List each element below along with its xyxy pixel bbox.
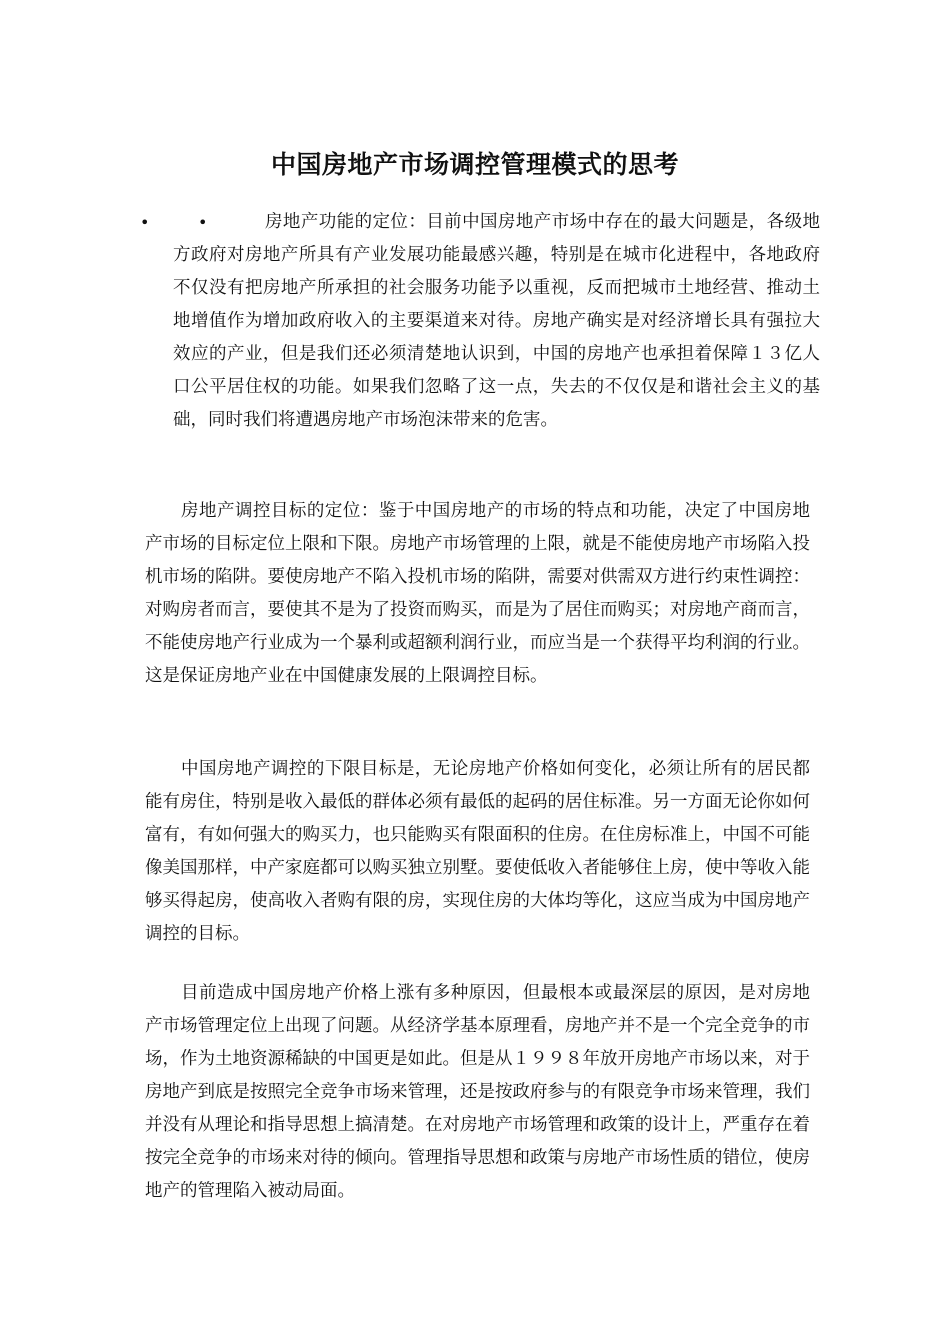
body-paragraph: 房地产调控目标的定位：鉴于中国房地产的市场的特点和功能，决定了中国房地产市场的目标定位上限和下限。房地产市场管理的上限，就是不能使房地产市场陷入投机市场的陷阱。要使房地产不陷入投机市场的陷阱，需要对供需双方进行约束性调控：对购房者而言，要使其不是为了投资而购买，而是为了居住而购买；对房地产商而言，不能使房地产行业成为一个暴利或超额利润行业，而应当是一个获得平均利润的行业。这是保证房地产业在中国健康发展的上限调控目标。: [145, 501, 810, 686]
body-paragraph: 目前造成中国房地产价格上涨有多种原因，但最根本或最深层的原因，是对房地产市场管理定位上出现了问题。从经济学基本原理看，房地产并不是一个完全竞争的市场，作为土地资源稀缺的中国更是如此。但是从１９９８年放开房地产市场以来，对于房地产到底是按照完全竞争市场来管理，还是按政府参与的有限竞争市场来管理，我们并没有从理论和指导思想上搞清楚。在对房地产市场管理和政策的设计上，严重存在着按完全竞争的市场来对待的倾向。管理指导思想和政策与房地产市场性质的错位，使房地产的管理陷入被动局面。: [145, 983, 810, 1201]
document-title: 中国房地产市场调控管理模式的思考: [270, 150, 679, 179]
body-paragraph: 中国房地产调控的下限目标是，无论房地产价格如何变化，必须让所有的居民都能有房住，特别是收入最低的群体必须有最低的起码的居住标准。另一方面无论你如何富有，有如何强大的购买力，也只能购买有限面积的住房。在住房标准上，中国不可能像美国那样，中产家庭都可以购买独立别墅。要使低收入者能够住上房，使中等收入能够买得起房，使高收入者购有限的房，实现住房的大体均等化，这应当成为中国房地产调控的目标。: [145, 759, 810, 944]
bullet-marker: •: [140, 213, 150, 232]
bullet-marker-nested: •: [198, 213, 208, 232]
bullet-list-item: [140, 206, 820, 437]
bullet-paragraph: 房地产功能的定位：目前中国房地产市场中存在的最大问题是，各级地方政府对房地产所具有产业发展功能最感兴趣，特别是在城市化进程中，各地政府不仅没有把房地产所承担的社会服务功能予以重视，反而把城市土地经营、推动土地增值作为增加政府收入的主要渠道来对待。房地产确实是对经济增长具有强拉大效应的产业，但是我们还必须清楚地认识到，中国的房地产也承担着保障１３亿人口公平居住权的功能。如果我们忽略了这一点，失去的不仅仅是和谐社会主义的基础，同时我们将遭遇房地产市场泡沫带来的危害。: [173, 212, 820, 430]
